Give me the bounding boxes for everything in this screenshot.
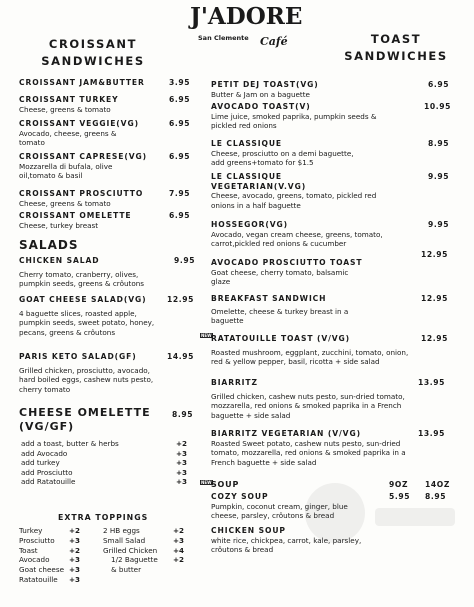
item-desc: Butter & Jam on a baguette xyxy=(211,89,310,99)
omelette-header xyxy=(19,406,151,434)
item-price: 9.95 xyxy=(428,220,450,229)
item-price: 10.95 xyxy=(424,102,452,111)
addon-row xyxy=(21,439,191,449)
item-price: 14.95 xyxy=(167,352,195,361)
item-price: 9.95 xyxy=(174,256,196,265)
topping-row xyxy=(19,546,104,556)
addon-row xyxy=(21,477,191,487)
item-price-large: 8.95 xyxy=(425,492,447,501)
omelette-header-line1: CHEESE OMELETTE xyxy=(19,406,151,419)
addon-row xyxy=(21,468,191,478)
soup-header: SOUP xyxy=(211,480,240,489)
item-price-small: 5.95 xyxy=(389,492,411,501)
item-desc: pumpkin seeds, sweet potato, honey, xyxy=(19,318,155,327)
item-name: COZY SOUP xyxy=(211,492,269,501)
addon-price: +3 xyxy=(176,477,188,487)
item-price: 9.95 xyxy=(428,172,450,181)
extra-toppings-header: EXTRA TOPPINGS xyxy=(58,513,149,522)
toppings-left xyxy=(19,526,104,585)
item-name: CROISSANT OMELETTE xyxy=(19,211,132,220)
item-name: BIARRITZ xyxy=(211,378,258,387)
omelette-header-line2: (VG/GF) xyxy=(19,420,75,433)
item-name: CROISSANT PROSCIUTTO xyxy=(19,189,144,198)
item-desc: tomato, mozzarella, red onions & smoked paprika in a xyxy=(211,448,406,457)
item-name: AVOCADO PROSCIUTTO TOAST xyxy=(211,258,363,267)
item-name: RATATOUILLE TOAST (V/VG) xyxy=(211,334,351,343)
topping-price: +2 xyxy=(69,526,81,535)
topping-price: +3 xyxy=(173,535,185,545)
item-name: CROISSANT VEGGIE(VG) xyxy=(19,119,139,128)
item-price: 7.95 xyxy=(169,189,191,198)
item-desc: Goat cheese, cherry tomato, balsamic xyxy=(211,267,349,277)
item-name: PETIT DEJ TOAST(VG) xyxy=(211,80,319,89)
item-desc: French baguette + side salad xyxy=(211,457,317,467)
toast-item xyxy=(211,172,456,210)
item-desc: 4 baguette slices, roasted apple, xyxy=(19,308,137,318)
item-price: 12.95 xyxy=(421,250,449,259)
item-name-line2: VEGETARIAN(V.VG) xyxy=(211,181,307,191)
topping-row xyxy=(103,536,193,546)
item-price: 6.95 xyxy=(169,152,191,161)
topping-label: Small Salad xyxy=(103,535,146,545)
logo-location: San Clemente xyxy=(198,34,249,42)
toast-item xyxy=(211,80,456,99)
item-name: CHICKEN SOUP xyxy=(211,526,286,535)
topping-label: & butter xyxy=(111,565,142,575)
item-price: 8.95 xyxy=(428,139,450,148)
logo xyxy=(190,3,303,56)
item-desc: red & yellow pepper, basil, ricotta + side salad xyxy=(211,357,380,366)
croissant-item xyxy=(19,119,194,148)
salad-item xyxy=(19,295,199,337)
item-desc: oil,tomato & basil xyxy=(19,171,83,180)
toast-item xyxy=(211,378,456,420)
item-name: PARIS KETO SALAD(GF) xyxy=(19,352,137,361)
item-price: 3.95 xyxy=(169,78,191,87)
toast-item xyxy=(211,220,456,249)
topping-row xyxy=(19,536,104,546)
item-name: AVOCADO TOAST(V) xyxy=(211,102,311,111)
item-name: LE CLASSIQUE xyxy=(211,139,282,148)
topping-row xyxy=(19,575,104,585)
croissant-item xyxy=(19,189,194,208)
topping-row xyxy=(19,565,104,575)
item-price: 12.95 xyxy=(421,334,449,343)
topping-price: +2 xyxy=(69,545,81,555)
logo-tag: Café xyxy=(260,35,288,48)
omelette-addons xyxy=(21,439,191,487)
topping-label: Ratatouille xyxy=(19,574,58,584)
toast-item xyxy=(211,294,456,326)
item-desc: Grilled chicken, prosciutto, avocado, xyxy=(19,365,150,375)
addon-label: add turkey xyxy=(21,458,60,468)
item-desc: Cherry tomato, cranberry, olives, xyxy=(19,269,139,279)
item-desc: Grilled chicken, cashew nuts pesto, sun-dried tomato, xyxy=(211,391,405,401)
item-desc: add greens+tomato for $1.5 xyxy=(211,158,314,167)
item-desc: carrot,pickled red onions & cucumber xyxy=(211,239,347,248)
item-price: 12.95 xyxy=(421,294,449,303)
item-desc: baguette xyxy=(211,316,244,325)
topping-label: Grilled Chicken xyxy=(103,545,158,555)
item-desc: Avocado, vegan cream cheese, greens, tomato, xyxy=(211,229,383,239)
topping-row xyxy=(19,526,104,536)
topping-label: Avocado xyxy=(19,555,50,565)
item-desc: Cheese, turkey breast xyxy=(19,220,99,230)
item-desc: Avocado, cheese, greens & xyxy=(19,128,117,138)
topping-label: Goat cheese xyxy=(19,565,64,575)
salad-item xyxy=(19,256,199,289)
toast-header-line1: TOAST xyxy=(370,32,422,46)
toast-item xyxy=(211,102,456,131)
topping-price: +2 xyxy=(173,526,185,535)
addon-price: +3 xyxy=(176,458,188,468)
topping-label: Prosciutto xyxy=(19,535,55,545)
salads-header: SALADS xyxy=(19,238,79,252)
new-badge: NEW xyxy=(201,480,212,485)
item-price: 6.95 xyxy=(169,211,191,220)
item-desc: Omelette, cheese & turkey breast in a xyxy=(211,306,349,316)
croissant-item xyxy=(19,95,194,114)
toast-item xyxy=(211,429,456,467)
item-desc: tomato xyxy=(19,138,45,147)
topping-price: +3 xyxy=(69,555,81,565)
toppings-right xyxy=(103,526,193,575)
item-name: CROISSANT TURKEY xyxy=(19,95,119,104)
item-desc: Mozzarella di bufala, olive xyxy=(19,161,113,171)
new-badge: NEW xyxy=(201,333,212,338)
item-name: LE CLASSIQUE xyxy=(211,172,282,181)
addon-price: +3 xyxy=(176,467,188,477)
item-desc: pecans, greens & crôutons xyxy=(19,327,116,337)
topping-label: Toast xyxy=(19,545,38,555)
item-desc: Pumpkin, coconut cream, ginger, blue xyxy=(211,501,348,511)
topping-label: Turkey xyxy=(19,526,43,535)
item-desc: hard boiled eggs, cashew nuts pesto, xyxy=(19,375,154,384)
addon-label: add a toast, butter & herbs xyxy=(21,439,119,448)
item-desc: Cheese, prosciutto on a demi baguette, xyxy=(211,148,354,158)
item-desc: pumpkin seeds, greens & crôutons xyxy=(19,279,145,288)
item-desc: white rice, chickpea, carrot, kale, parsley, xyxy=(211,535,362,545)
addon-row xyxy=(21,458,191,468)
item-desc: cherry tomato xyxy=(19,384,71,394)
omelette-price: 8.95 xyxy=(172,410,194,419)
item-name: CROISSANT CAPRESE(VG) xyxy=(19,152,148,161)
logo-name: J'ADORE xyxy=(190,3,303,30)
addon-price: +3 xyxy=(176,448,188,458)
item-price: 6.95 xyxy=(428,80,450,89)
item-desc: crôutons & bread xyxy=(211,545,274,554)
item-desc: Roasted Sweet potato, cashew nuts pesto, sun-dried xyxy=(211,438,401,448)
topping-row xyxy=(103,555,193,565)
addon-row xyxy=(21,449,191,459)
toast-item xyxy=(211,334,456,367)
item-price: 12.95 xyxy=(167,295,195,304)
item-name: BIARRITZ VEGETARIAN (V/VG) xyxy=(211,429,361,438)
topping-row xyxy=(103,526,193,536)
item-price: 6.95 xyxy=(169,119,191,128)
croissant-header-line2: SANDWICHES xyxy=(41,54,145,68)
croissant-header xyxy=(18,36,168,70)
toast-header xyxy=(330,31,462,65)
soup-size-large: 14OZ xyxy=(425,480,450,489)
item-name: GOAT CHEESE SALAD(VG) xyxy=(19,295,147,304)
item-desc: baguette + side salad xyxy=(211,410,291,420)
item-name: CROISSANT JAM&BUTTER xyxy=(19,78,145,87)
item-price: 6.95 xyxy=(169,95,191,104)
croissant-item xyxy=(19,152,194,181)
toast-item xyxy=(211,250,456,287)
topping-label: 1/2 Baguette xyxy=(111,555,158,565)
topping-price: +3 xyxy=(69,565,81,575)
item-desc: Lime juice, smoked paprika, pumpkin seeds & xyxy=(211,111,377,121)
item-desc: Cheese, greens & tomato xyxy=(19,104,111,114)
topping-price: +3 xyxy=(69,535,81,545)
addon-label: add Prosciutto xyxy=(21,467,73,477)
croissant-item xyxy=(19,211,194,230)
topping-price: +4 xyxy=(173,545,185,555)
topping-row xyxy=(103,565,193,575)
topping-label: 2 HB eggs xyxy=(103,526,140,535)
item-desc: pickled red onions xyxy=(211,121,277,130)
item-desc: mozzarella, red onions & smoked paprika in a French xyxy=(211,401,402,410)
item-desc: Cheese, greens & tomato xyxy=(19,198,111,208)
item-price: 13.95 xyxy=(418,429,446,438)
topping-price: +2 xyxy=(173,555,185,565)
item-name: CHICKEN SALAD xyxy=(19,256,100,265)
topping-row xyxy=(103,546,193,556)
croissant-item xyxy=(19,78,194,88)
item-price: 13.95 xyxy=(418,378,446,387)
item-desc: Cheese, avocado, greens, tomato, pickled red xyxy=(211,191,377,200)
addon-label: add Avocado xyxy=(21,448,68,458)
topping-row xyxy=(19,555,104,565)
toast-item xyxy=(211,139,456,168)
croissant-header-line1: CROISSANT xyxy=(48,37,138,51)
item-desc: onions in a half baguette xyxy=(211,200,301,210)
addon-price: +2 xyxy=(176,439,188,448)
salad-item xyxy=(19,352,199,394)
item-name: BREAKFAST SANDWICH xyxy=(211,294,327,303)
item-name: HOSSEGOR(VG) xyxy=(211,220,288,229)
addon-label: add Ratatouille xyxy=(21,477,76,487)
item-desc: cheese, parsley, crôutons & bread xyxy=(211,511,335,520)
toast-header-line2: SANDWICHES xyxy=(344,49,448,63)
topping-price: +3 xyxy=(69,574,81,584)
item-desc: glaze xyxy=(211,277,231,286)
item-desc: Roasted mushroom, eggplant, zucchini, tomato, onion, xyxy=(211,347,409,357)
watermark-icon xyxy=(300,468,460,558)
soup-size-small: 9OZ xyxy=(389,480,409,489)
